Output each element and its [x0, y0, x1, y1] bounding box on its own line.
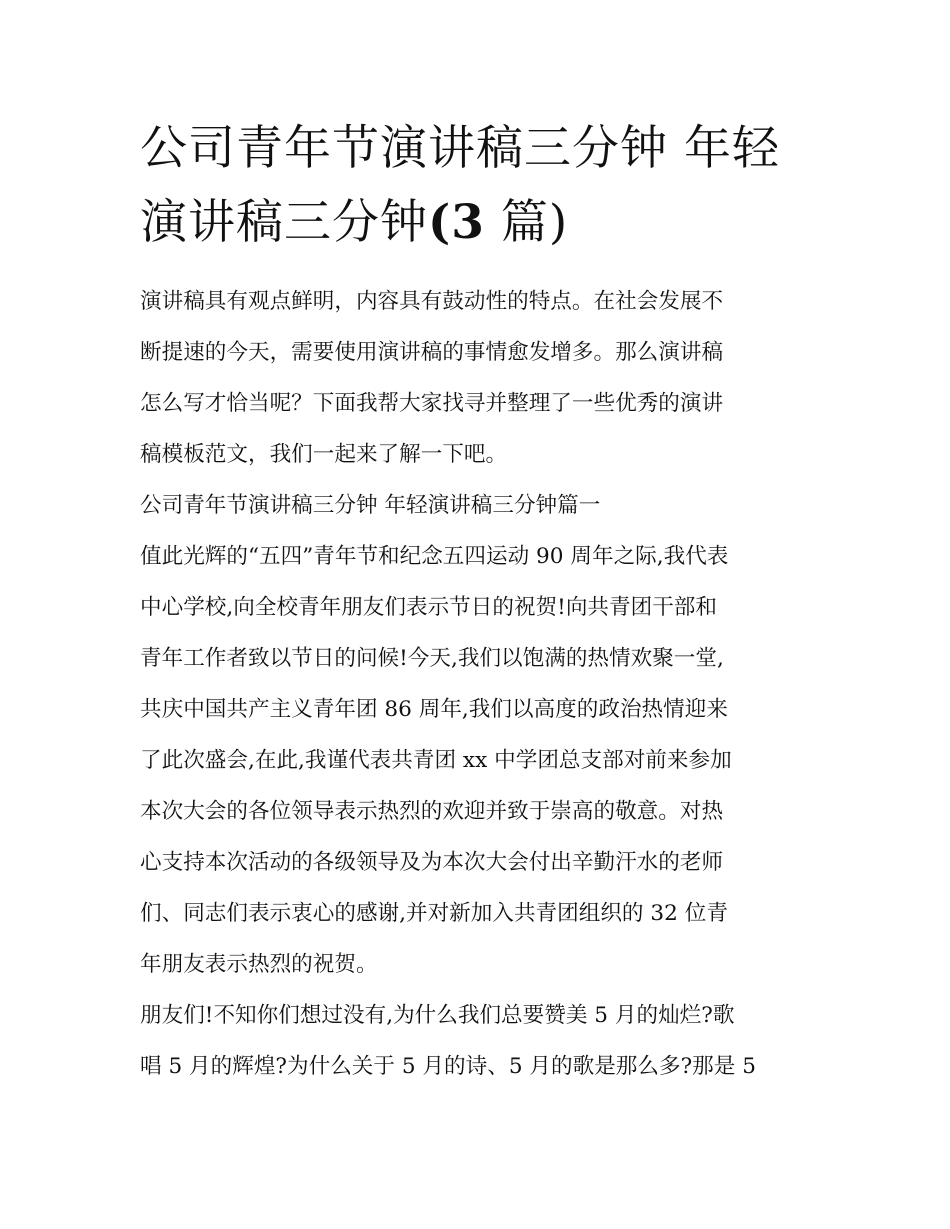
paragraph-line: 本次大会的各位领导表示热烈的欢迎并致于崇高的敬意。对热 [140, 799, 724, 824]
document-content [140, 112, 815, 1092]
paragraph-line: 共庆中国共产主义青年团 86 周年,我们以高度的政治热情迎来 [140, 697, 728, 722]
paragraph-line: 唱 5 月的辉煌?为什么关于 5 月的诗、5 月的歌是那么多?那是 5 [140, 1054, 756, 1079]
paragraph-line: 中心学校,向全校青年朋友们表示节日的祝贺!向共青团干部和 [140, 595, 717, 620]
intro-line: 演讲稿具有观点鲜明，内容具有鼓动性的特点。在社会发展不 [140, 289, 724, 314]
title-line-2 [140, 186, 815, 260]
title-line-2-suffix: 篇) [484, 195, 569, 250]
body-paragraph-1 [140, 531, 815, 990]
paragraph-line: 们、同志们表示衷心的感谢,并对新加入共青团组织的 32 位青 [140, 901, 728, 926]
paragraph-line: 青年工作者致以节日的问候!今天,我们以饱满的热情欢聚一堂, [140, 646, 724, 671]
paragraph-line: 值此光辉的“五四”青年节和纪念五四运动 90 周年之际,我代表 [140, 544, 729, 569]
intro-line: 断提速的今天，需要使用演讲稿的事情愈发增多。那么演讲稿 [140, 340, 724, 365]
paragraph-line: 年朋友表示热烈的祝贺。 [140, 952, 378, 977]
paragraph-line: 了此次盛会,在此,我谨代表共青团 xx 中学团总支部对前来参加 [140, 748, 732, 773]
intro-paragraph [140, 276, 815, 480]
intro-line: 稿模板范文，我们一起来了解一下吧。 [140, 442, 508, 467]
title-count: (3 [428, 195, 485, 250]
body-paragraph-2 [140, 990, 815, 1092]
paragraph-line: 朋友们!不知你们想过没有,为什么我们总要赞美 5 月的灿烂?歌 [140, 1003, 735, 1028]
section-heading-text: 公司青年节演讲稿三分钟 年轻演讲稿三分钟篇一 [140, 493, 601, 518]
paragraph-line: 心支持本次活动的各级领导及为本次大会付出辛勤汗水的老师 [140, 850, 724, 875]
title-line-1: 公司青年节演讲稿三分钟 年轻 [140, 121, 780, 176]
intro-line: 怎么写才恰当呢？下面我帮大家找寻并整理了一些优秀的演讲 [140, 391, 724, 416]
document-title [140, 112, 815, 260]
title-line-2-text: 演讲稿三分钟 [140, 195, 428, 250]
section-heading [140, 480, 815, 531]
